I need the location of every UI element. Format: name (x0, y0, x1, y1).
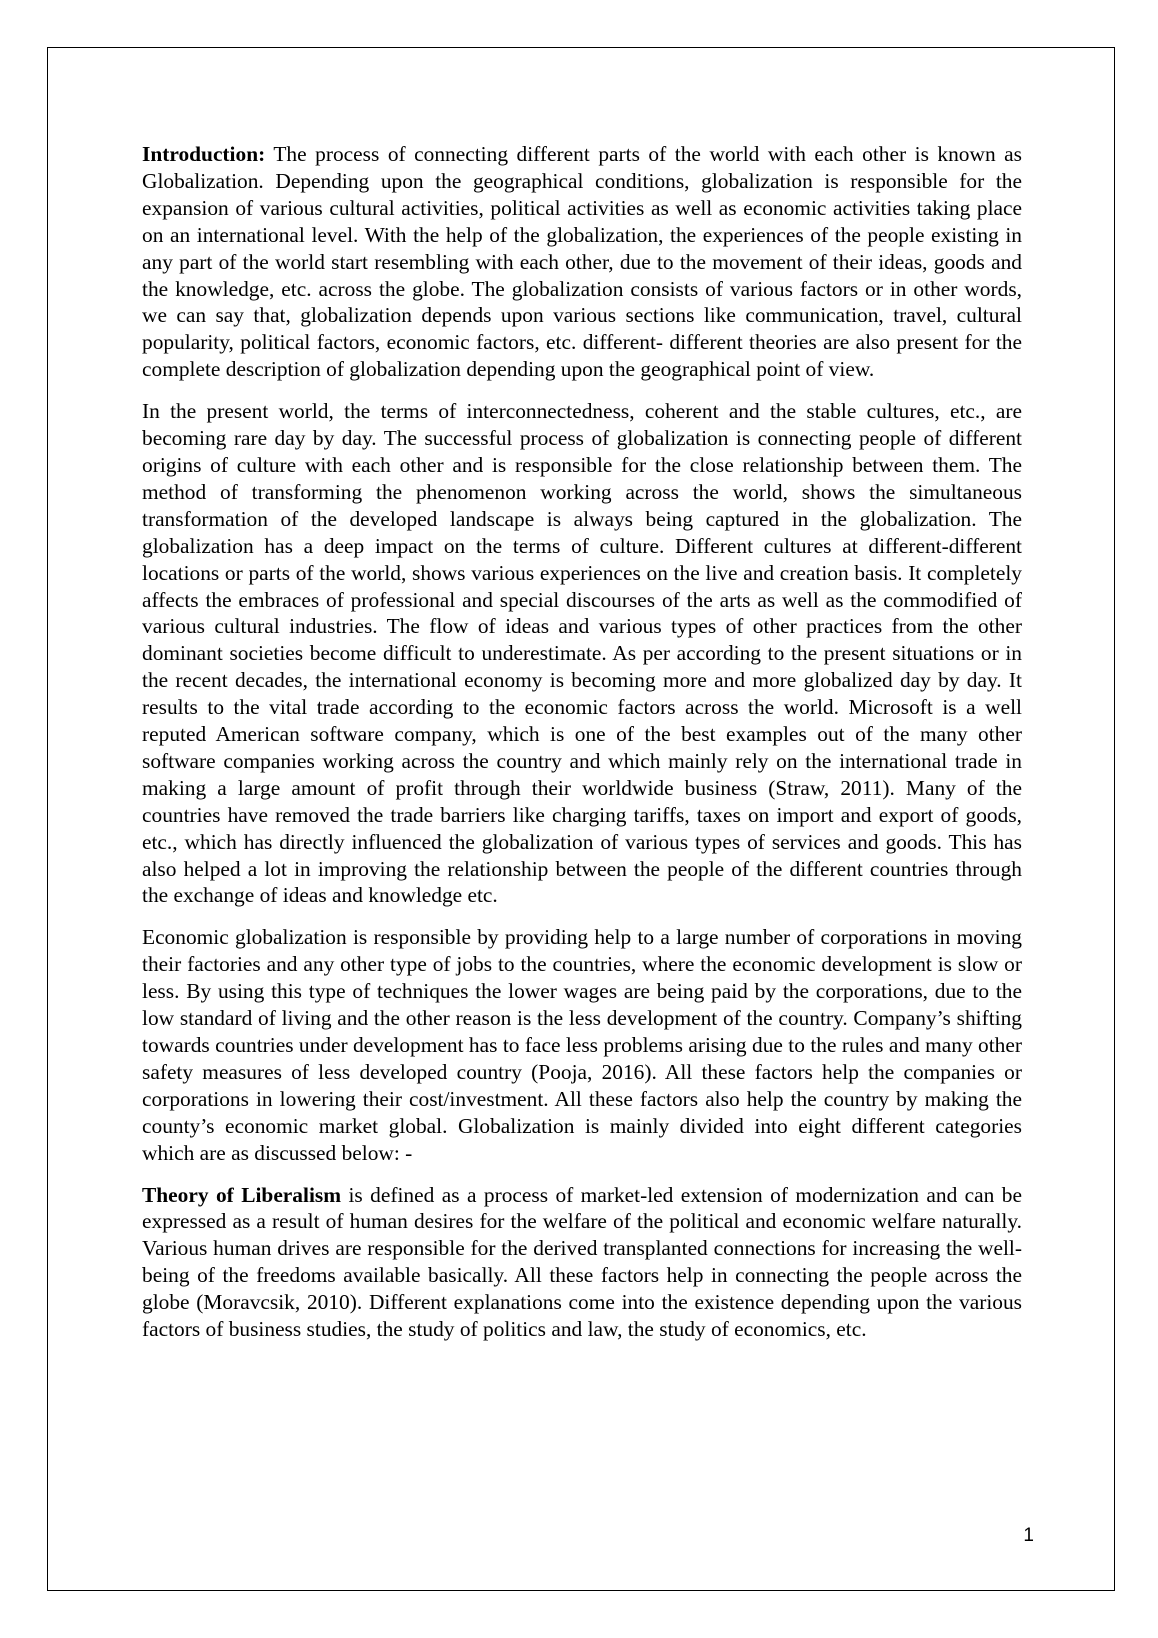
paragraph-lead-heading: Theory of Liberalism (142, 1182, 342, 1207)
page-number: 1 (1023, 1525, 1034, 1546)
paragraph-introduction (142, 141, 1022, 383)
document-page (47, 47, 1115, 1591)
paragraph-lead-heading: Introduction: (142, 142, 266, 166)
paragraph-text: In the present world, the terms of interconnectedness, coherent and the stable cultures, etc., are becoming rare day by day. The successful process of globalization is connecting people of different origins of culture with each other and is responsible for the close relationship between them. The method of transforming the phenomenon working across the world, shows the simultaneous transformation of the developed landscape is always being captured in the globalization. The globalization has a deep impact on the terms of culture. Different cultures at different-different locations or parts of the world, shows various experiences on the live and creation basis. It completely affects the embraces of professional and special discourses of the arts as well as the commodified of various cultural industries. The flow of ideas and various types of other practices from the other dominant societies become difficult to underestimate. As per according to the present situations or in the recent decades, the international economy is becoming more and more globalized day by day. It results to the vital trade according to the economic factors across the world. Microsoft is a well reputed American software company, which is one of the best examples out of the many other software companies working across the country and which mainly rely on the international trade in making a large amount of profit through their worldwide business (Straw, 2011). Many of the countries have removed the trade barriers like charging tariffs, taxes on import and export of goods, etc., which has directly influenced the globalization of various types of services and goods. This has also helped a lot in improving the relationship between the people of the different countries through the exchange of ideas and knowledge etc. (142, 399, 1022, 908)
document-body (142, 141, 1022, 1358)
paragraph-text: The process of connecting different parts of the world with each other is known as Globalization. Depending upon the geographical conditions, globalization is responsible for the expansion of various cultural activities, political activities as well as economic activities taking place on an international level. With the help of the globalization, the experiences of the people existing in any part of the world start resembling with each other, due to the movement of their ideas, goods and the knowledge, etc. across the globe. The globalization consists of various factors or in other words, we can say that, globalization depends upon various sections like communication, travel, cultural popularity, political factors, economic factors, etc. different- different theories are also present for the complete description of globalization depending upon the geographical point of view. (142, 142, 1022, 382)
paragraph-present-world (142, 398, 1022, 909)
paragraph-text: is defined as a process of market-led extension of modernization and can be expressed as a result of human desires for the welfare of the political and economic welfare naturally. Various human drives are responsible for the derived transplanted connections for increasing the well-being of the freedoms available basically. All these factors help in connecting the people across the globe (Moravcsik, 2010). Different explanations come into the existence depending upon the various factors of business studies, the study of politics and law, the study of economics, etc. (142, 1182, 1022, 1342)
paragraph-text: Economic globalization is responsible by providing help to a large number of corporations in moving their factories and any other type of jobs to the countries, where the economic development is slow or less. By using this type of techniques the lower wages are being paid by the corporations, due to the low standard of living and the other reason is the less development of the country. Company’s shifting towards countries under development has to face less problems arising due to the rules and many other safety measures of less developed country (Pooja, 2016). All these factors help the companies or corporations in lowering their cost/investment. All these factors also help the country by making the county’s economic market global. Globalization is mainly divided into eight different categories which are as discussed below: - (142, 925, 1022, 1165)
paragraph-theory-of-liberalism (142, 1182, 1022, 1343)
paragraph-economic-globalization (142, 924, 1022, 1166)
